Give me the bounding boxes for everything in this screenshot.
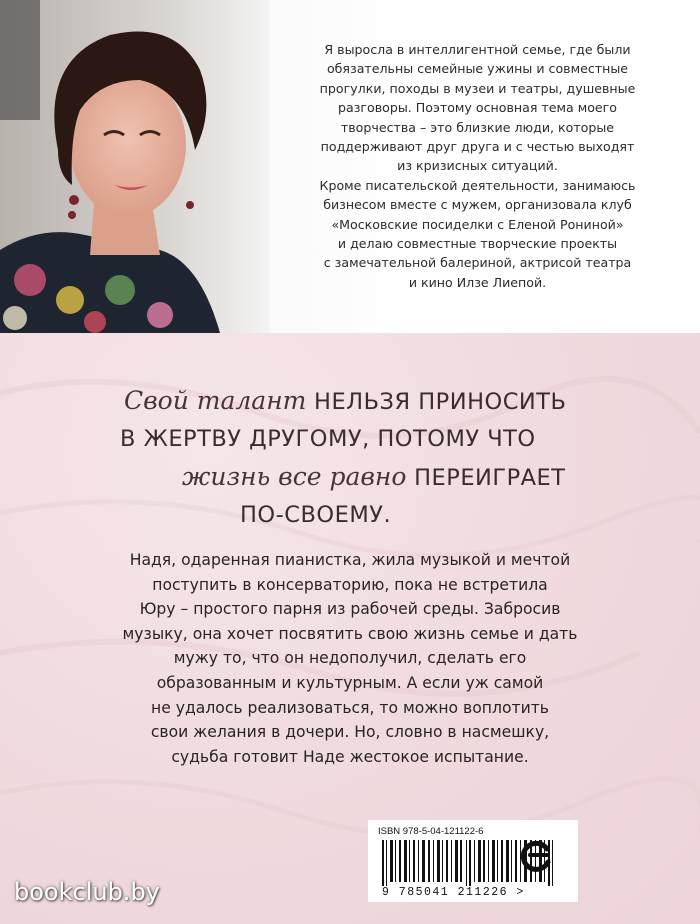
- site-watermark: bookclub.by: [14, 878, 160, 906]
- bio-line: обязательны семейные ужины и совместные: [326, 61, 629, 77]
- book-description: [80, 548, 620, 769]
- description-line: Юру – простого парня из рабочей среды. Забросив: [139, 600, 561, 619]
- description-line: образованным и культурным. А если уж самой: [156, 673, 544, 692]
- description-line: судьба готовит Наде жестокое испытание.: [171, 747, 529, 766]
- quote-text: В ЖЕРТВУ ДРУГОМУ, ПОТОМУ ЧТО: [120, 426, 536, 452]
- bio-line: из кризисных ситуаций.: [397, 158, 558, 174]
- barcode-digits: 9 785041 211226 >: [382, 886, 525, 899]
- description-line: поступить в консерваторию, пока не встретила: [152, 575, 548, 594]
- isbn-label: ISBN 978-5-04-121122-6: [378, 826, 484, 837]
- quote-script: Свой талант: [124, 386, 307, 415]
- author-photo: [0, 0, 270, 333]
- bio-line: Кроме писательской деятельности, занимаюсь: [319, 177, 636, 193]
- bio-line: прогулки, походы в музеи и театры, душевные: [319, 80, 636, 96]
- quote-text: ПО-СВОЕМУ.: [240, 502, 392, 528]
- publisher-logo-icon: [520, 838, 554, 872]
- bio-line: бизнесом вместе с мужем, организовала клуб: [323, 197, 632, 213]
- bio-line: с замечательной балериной, актрисой театра: [323, 255, 632, 271]
- author-section: [0, 0, 700, 333]
- bio-line: и делаю совместные творческие проекты: [337, 236, 618, 252]
- description-line: свои желания в дочери. Но, словно в насмешку,: [150, 723, 550, 742]
- description-line: музыку, она хочет посвятить свою жизнь семье и дать: [122, 624, 578, 643]
- description-line: Надя, одаренная пианистка, жила музыкой и мечтой: [129, 551, 571, 569]
- author-bio: [275, 40, 680, 292]
- bio-line: разговоры. Поэтому основная тема моего: [338, 100, 617, 116]
- quote-script: жизнь все равно: [182, 462, 407, 491]
- quote-text: НЕЛЬЗЯ ПРИНОСИТЬ: [314, 389, 567, 415]
- description-line: не удалось реализоваться, то можно воплотить: [151, 698, 549, 717]
- pull-quote: [110, 382, 630, 534]
- quote-text: ПЕРЕИГРАЕТ: [414, 465, 566, 491]
- bio-line: и кино Илзе Лиепой.: [408, 274, 547, 290]
- bio-line: творчества – это близкие люди, которые: [340, 119, 615, 135]
- bio-line: «Московские посиделки с Еленой Рониной»: [331, 216, 624, 232]
- bio-line: Я выросла в интеллигентной семье, где были: [324, 42, 631, 57]
- description-line: мужу то, что он недополучил, сделать его: [173, 649, 527, 668]
- bio-line: поддерживают друг друга и с честью выходят: [320, 139, 635, 155]
